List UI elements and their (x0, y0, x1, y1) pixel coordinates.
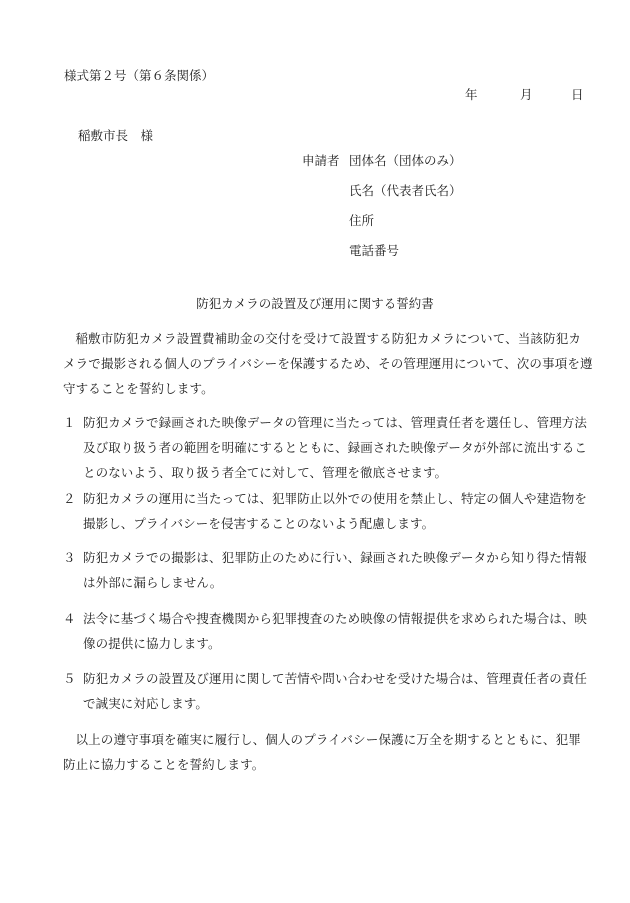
form-number: 様式第２号（第６条関係） (64, 68, 215, 83)
pledge-item (63, 606, 589, 656)
applicant-address-field: 住所 (349, 213, 375, 228)
addressee: 稲敷市長 様 (78, 128, 154, 143)
date-year-label: 年 (465, 87, 478, 102)
closing-paragraph: 以上の遵守事項を確実に履行し、個人のプライバシー保護に万全を期するとともに、犯罪防止に協力することを誓約します。 (63, 732, 581, 772)
applicant-phone-field: 電話番号 (349, 243, 400, 258)
pledge-item-text: 防犯カメラの運用に当たっては、犯罪防止以外での使用を禁止し、特定の個人や建造物を撮影し、プライバシーを侵害することのないよう配慮します。 (83, 491, 588, 531)
pledge-item-number: ５ (63, 671, 76, 686)
pledge-item-number: ３ (63, 550, 76, 565)
intro-paragraph: 稲敷市防犯カメラ設置費補助金の交付を受けて設置する防犯カメラについて、当該防犯カメラで撮影される個人のプライバシーを保護するため、その管理運用について、次の事項を遵守することを誓約します。 (63, 331, 593, 396)
applicant-label: 申請者 (302, 153, 340, 168)
pledge-item-number: ２ (63, 491, 76, 506)
pledge-item (63, 486, 589, 536)
pledge-item-text: 防犯カメラでの撮影は、犯罪防止のために行い、録画された映像データから知り得た情報は外部に漏らしません。 (83, 550, 588, 590)
applicant-organization-field: 団体名（団体のみ） (349, 153, 462, 168)
date-day-label: 日 (571, 87, 584, 102)
applicant-name-field: 氏名（代表者氏名） (349, 183, 462, 198)
pledge-item (63, 666, 589, 716)
pledge-item-number: ４ (63, 611, 76, 626)
pledge-item (63, 410, 589, 485)
pledge-item-number: １ (63, 415, 76, 430)
date-month-label: 月 (520, 87, 533, 102)
document-title: 防犯カメラの設置及び運用に関する誓約書 (196, 296, 434, 311)
date-row (0, 85, 630, 103)
pledge-item-text: 防犯カメラの設置及び運用に関して苦情や問い合わせを受けた場合は、管理責任者の責任で誠実に対応します。 (83, 671, 588, 711)
pledge-item-text: 防犯カメラで録画された映像データの管理に当たっては、管理責任者を選任し、管理方法及び取り扱う者の範囲を明確にするとともに、録画された映像データが外部に流出することのないよう、取り扱う者全てに対して、管理を徹底させます。 (83, 415, 588, 480)
pledge-item-text: 法令に基づく場合や捜査機関から犯罪捜査のため映像の情報提供を求められた場合は、映像の提供に協力します。 (83, 611, 588, 651)
pledge-item (63, 545, 589, 595)
